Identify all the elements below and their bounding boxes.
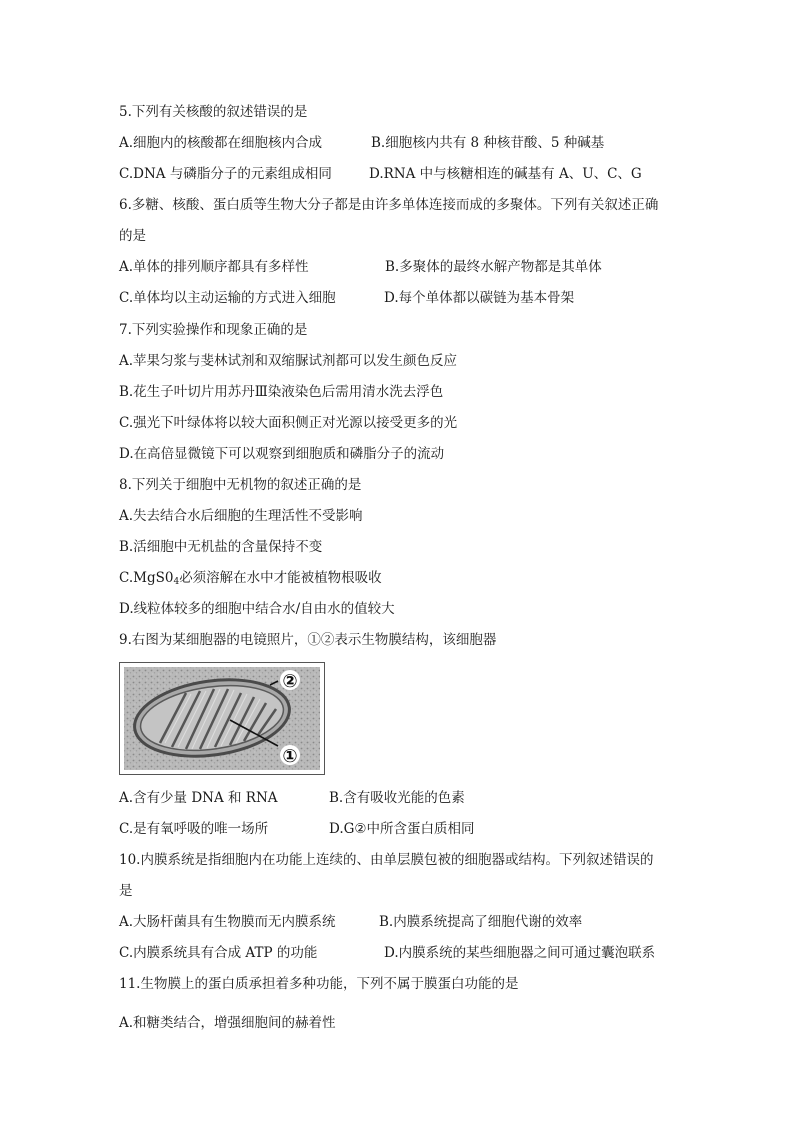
- q5-option-b: B.细胞核内共有 8 种核苷酸、5 种碱基: [371, 135, 605, 151]
- q8-option-c: [119, 569, 382, 591]
- q6-option-a: A.单体的排列顺序都具有多样性: [119, 259, 309, 275]
- label-2: ②: [282, 671, 298, 692]
- q9-stem: 9.右图为某细胞器的电镜照片，①②表示生物膜结构，该细胞器: [119, 632, 497, 648]
- q8-stem: 8.下列关于细胞中无机物的叙述正确的是: [119, 477, 362, 493]
- q5-option-d: D.RNA 中与核糖相连的碱基有 A、U、C、G: [369, 166, 642, 182]
- q7-option-a: A.苹果匀浆与斐林试剂和双缩脲试剂都可以发生颜色反应: [119, 353, 458, 369]
- q8-option-c-suffix: 必须溶解在水中才能被植物根吸收: [179, 570, 382, 586]
- q10-option-b: B.内膜系统提高了细胞代谢的效率: [379, 914, 583, 930]
- q6-stem-line1: 6.多糖、核酸、蛋白质等生物大分子都是由许多单体连接而成的多聚体。下列有关叙述正确: [119, 197, 659, 213]
- q10-stem-line2: 是: [119, 883, 133, 899]
- q7-stem: 7.下列实验操作和现象正确的是: [119, 322, 308, 338]
- label-1: ①: [282, 746, 298, 767]
- q10-option-a: A.大肠杆菌具有生物膜而无内膜系统: [119, 914, 336, 930]
- q6-option-d: D.每个单体都以碳链为基本骨架: [384, 290, 575, 306]
- q10-option-c: C.内膜系统具有合成 ATP 的功能: [119, 945, 318, 961]
- q10-option-d: D.内膜系统的某些细胞器之间可通过囊泡联系: [384, 945, 656, 961]
- q9-option-d: D.G②中所含蛋白质相同: [329, 821, 475, 837]
- q11-option-a: A.和糖类结合，增强细胞间的赫着性: [119, 1015, 336, 1031]
- q6-stem-line2: 的是: [119, 228, 146, 244]
- q5-option-c: C.DNA 与磷脂分子的元素组成相同: [119, 166, 332, 182]
- q9-option-c: C.是有氧呼吸的唯一场所: [119, 821, 269, 837]
- q10-stem-line1: 10.内膜系统是指细胞内在功能上连续的、由单层膜包被的细胞器或结构。下列叙述错误的: [119, 852, 654, 868]
- mitochondrion-micrograph: [119, 662, 325, 775]
- q7-option-c: C.强光下叶绿体将以较大面积侧正对光源以接受更多的光: [119, 415, 458, 431]
- q8-option-d: D.线粒体较多的细胞中结合水/自由水的值较大: [119, 601, 395, 617]
- q7-option-d: D.在高倍显微镜下可以观察到细胞质和磷脂分子的流动: [119, 446, 445, 462]
- q8-option-c-prefix: C.MgS0: [119, 570, 174, 586]
- q7-option-b: B.花生子叶切片用苏丹Ⅲ染液染色后需用清水洗去浮色: [119, 384, 444, 400]
- q9-option-a: A.含有少量 DNA 和 RNA: [119, 790, 278, 806]
- q6-option-c: C.单体均以主动运输的方式进入细胞: [119, 290, 336, 306]
- q11-stem: 11.生物膜上的蛋白质承担着多种功能，下列不属于膜蛋白功能的是: [119, 976, 519, 992]
- q6-option-b: B.多聚体的最终水解产物都是其单体: [385, 259, 602, 275]
- q8-option-c-subscript: 4: [173, 577, 180, 587]
- micrograph-image: [120, 663, 324, 774]
- q8-option-b: B.活细胞中无机盐的含量保持不变: [119, 539, 323, 555]
- q9-option-b: B.含有吸收光能的色素: [329, 790, 465, 806]
- q5-stem: 5.下列有关核酸的叙述错误的是: [119, 104, 308, 120]
- q8-option-a: A.失去结合水后细胞的生理活性不受影响: [119, 508, 363, 524]
- q5-option-a: A.细胞内的核酸都在细胞核内合成: [119, 135, 323, 151]
